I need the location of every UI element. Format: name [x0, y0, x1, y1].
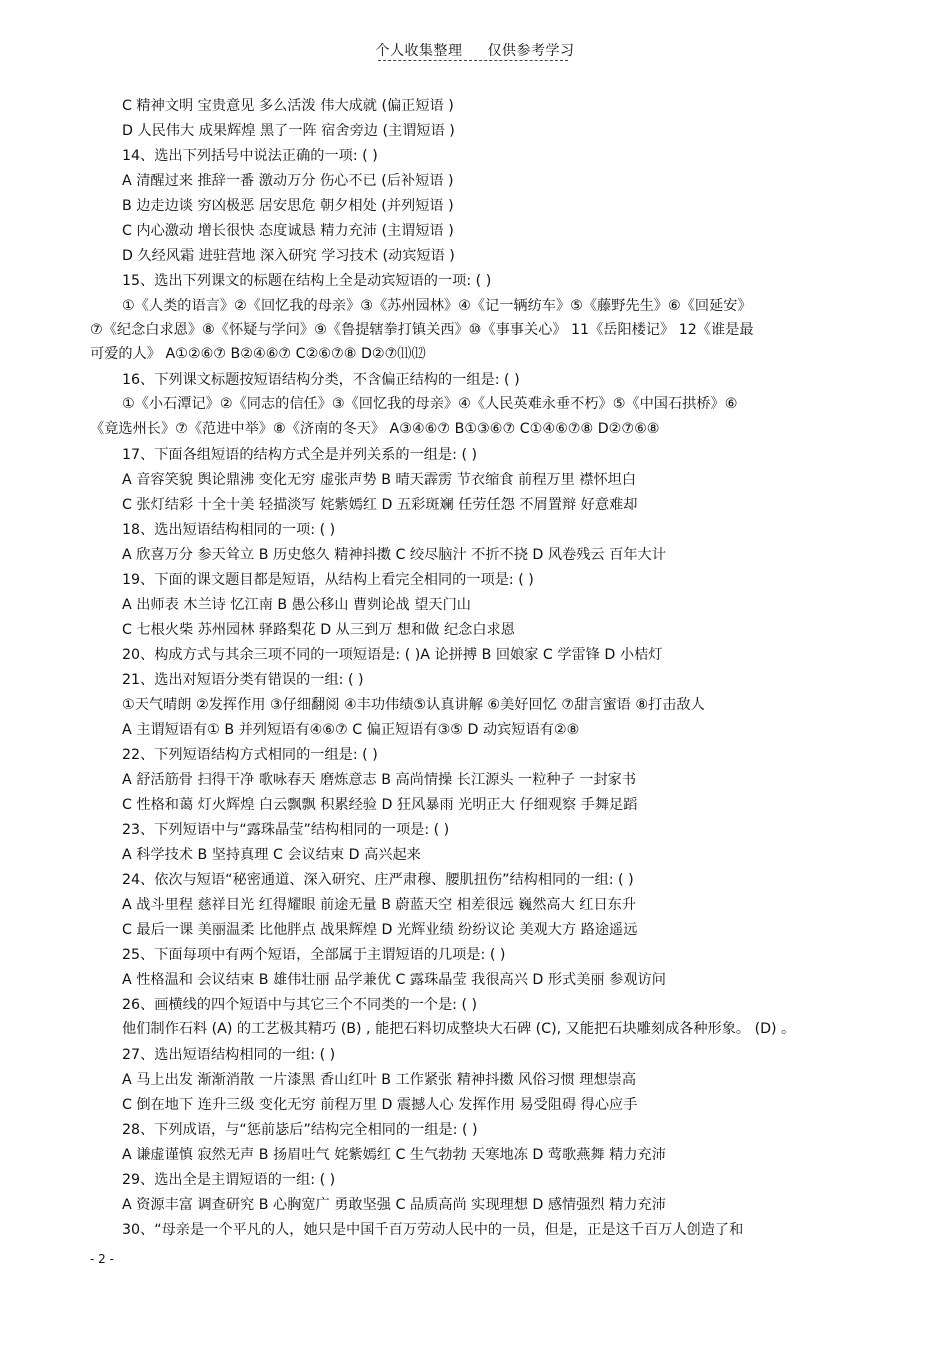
header-left-text: 个人收集整理 [375, 43, 463, 59]
question-text-line: 《竟选州长》⑦《范进中举》⑧《济南的冬天》 A③④⑥⑦ B①③⑥⑦ C①④⑥⑦⑧ D②⑦⑥⑧ [90, 421, 660, 437]
option-line: D 久经风霜 进驻营地 深入研究 学习技术 (动宾短语 ) [122, 248, 455, 264]
question-text-line: ①《小石潭记》②《同志的信任》③《回忆我的母亲》④《人民英难永垂不朽》⑤《中国石拱桥》⑥ [122, 396, 738, 412]
page-number: - 2 - [90, 1252, 114, 1266]
question-24: 24、依次与短语“秘密通道、深入研究、庄严肃穆、腰肌扭伤”结构相同的一组: ( ) [122, 872, 634, 888]
question-18: 18、选出短语结构相同的一项: ( ) [122, 522, 336, 538]
question-text-line: 可爱的人》 A①②⑥⑦ B②④⑥⑦ C②⑥⑦⑧ D②⑦⑾⑿ [90, 346, 426, 362]
question-text-line: ①《人类的语言》②《回忆我的母亲》③《苏州园林》④《记一辆纺车》⑤《藤野先生》⑥《回延安》 [122, 298, 752, 314]
option-line: A 欣喜万分 参天耸立 B 历史悠久 精神抖擞 C 绞尽脑汁 不折不挠 D 风卷残云 百年大计 [122, 547, 666, 563]
question-30: 30、“母亲是一个平凡的人，她只是中国千百万劳动人民中的一员，但是，正是这千百万人创造了和 [122, 1222, 744, 1238]
option-line: C 倒在地下 连升三级 变化无穷 前程万里 D 震撼人心 发挥作用 易受阻碍 得心应手 [122, 1097, 638, 1113]
page-header [0, 40, 950, 60]
question-text-line: ①天气晴朗 ②发挥作用 ③仔细翻阅 ④丰功伟绩⑤认真讲解 ⑥美好回忆 ⑦甜言蜜语 ⑧打击敌人 [122, 697, 705, 713]
option-line: C 精神文明 宝贵意见 多么活泼 伟大成就 (偏正短语 ) [122, 98, 454, 114]
option-line: A 战斗里程 慈祥目光 红得耀眼 前途无量 B 蔚蓝天空 相差很远 巍然高大 红日东升 [122, 897, 637, 913]
question-22: 22、下列短语结构方式相同的一组是: ( ) [122, 747, 378, 763]
question-text-line: 他们制作石料 (A) 的工艺极其精巧 (B) , 能把石料切成整块大石碑 (C), 又能把石块雕刻成各种形象。 (D) 。 [122, 1021, 796, 1037]
question-19: 19、下面的课文题目都是短语，从结构上看完全相同的一项是: ( ) [122, 572, 534, 588]
option-line: A 出师表 木兰诗 忆江南 B 愚公移山 曹刿论战 望天门山 [122, 597, 471, 613]
question-16: 16、下列课文标题按短语结构分类，不含偏正结构的一组是: ( ) [122, 372, 520, 388]
question-25: 25、下面每项中有两个短语，全部属于主谓短语的几项是: ( ) [122, 947, 506, 963]
question-14: 14、选出下列括号中说法正确的一项: ( ) [122, 148, 378, 164]
question-29: 29、选出全是主谓短语的一组: ( ) [122, 1172, 336, 1188]
option-line: C 内心激动 增长很快 态度诚恳 精力充沛 (主谓短语 ) [122, 223, 454, 239]
question-text-line: ⑦《纪念白求恩》⑧《怀疑与学问》⑨《鲁提辖拳打镇关西》⑩《事事关心》 11《岳阳楼记》 12《谁是最 [90, 322, 754, 338]
question-15: 15、选出下列课文的标题在结构上全是动宾短语的一项: ( ) [122, 273, 492, 289]
option-line: A 舒活筋骨 扫得干净 歌咏春天 磨炼意志 B 高尚情操 长江源头 一粒种子 一封家书 [122, 772, 637, 788]
question-21: 21、选出对短语分类有错误的一组: ( ) [122, 672, 364, 688]
header-right-text: 仅供参考学习 [487, 43, 575, 59]
option-line: A 马上出发 渐渐消散 一片漆黑 香山红叶 B 工作紧张 精神抖擞 风俗习惯 理想崇高 [122, 1072, 637, 1088]
option-line: B 边走边谈 穷凶极恶 居安思危 朝夕相处 (并列短语 ) [122, 198, 454, 214]
question-23: 23、下列短语中与“露珠晶莹”结构相同的一项是: ( ) [122, 822, 450, 838]
option-line: A 谦虚谨慎 寂然无声 B 扬眉吐气 姹紫嫣红 C 生气勃勃 天寒地冻 D 莺歌燕舞 精力充沛 [122, 1147, 666, 1163]
option-line: C 七根火柴 苏州园林 驿路梨花 D 从三到万 想和做 纪念白求恩 [122, 622, 515, 638]
question-27: 27、选出短语结构相同的一组: ( ) [122, 1047, 336, 1063]
option-line: C 张灯结彩 十全十美 轻描淡写 姹紫嫣红 D 五彩斑斓 任劳任怨 不屑置辩 好意难却 [122, 497, 638, 513]
option-line: A 资源丰富 调查研究 B 心胸宽广 勇敢坚强 C 品质高尚 实现理想 D 感情强烈 精力充沛 [122, 1197, 666, 1213]
option-line: A 音容笑貌 舆论鼎沸 变化无穷 虚张声势 B 晴天霹雳 节衣缩食 前程万里 襟怀坦白 [122, 472, 637, 488]
question-17: 17、下面各组短语的结构方式全是并列关系的一组是: ( ) [122, 447, 478, 463]
question-20: 20、构成方式与其余三项不同的一项短语是: ( )A 论拼搏 B 回娘家 C 学雷锋 D 小桔灯 [122, 647, 663, 663]
option-line: A 主谓短语有① B 并列短语有④⑥⑦ C 偏正短语有③⑤ D 动宾短语有②⑧ [122, 722, 580, 738]
question-28: 28、下列成语，与“惩前毖后”结构完全相同的一组是: ( ) [122, 1122, 478, 1138]
option-line: C 最后一课 美丽温柔 比他胖点 战果辉煌 D 光辉业绩 纷纷议论 美观大方 路途遥远 [122, 922, 638, 938]
option-line: A 清醒过来 推辞一番 激动万分 伤心不已 (后补短语 ) [122, 173, 454, 189]
option-line: D 人民伟大 成果辉煌 黑了一阵 宿舍旁边 (主谓短语 ) [122, 123, 455, 139]
question-26: 26、画横线的四个短语中与其它三个不同类的一个是: ( ) [122, 997, 478, 1013]
option-line: A 性格温和 会议结束 B 雄伟壮丽 品学兼优 C 露珠晶莹 我很高兴 D 形式美丽 参观访问 [122, 972, 666, 988]
header-rule [378, 60, 568, 61]
option-line: A 科学技术 B 坚持真理 C 会议结束 D 高兴起来 [122, 847, 421, 863]
option-line: C 性格和蔼 灯火辉煌 白云飘飘 积累经验 D 狂风暴雨 光明正大 仔细观察 手舞足蹈 [122, 797, 638, 813]
